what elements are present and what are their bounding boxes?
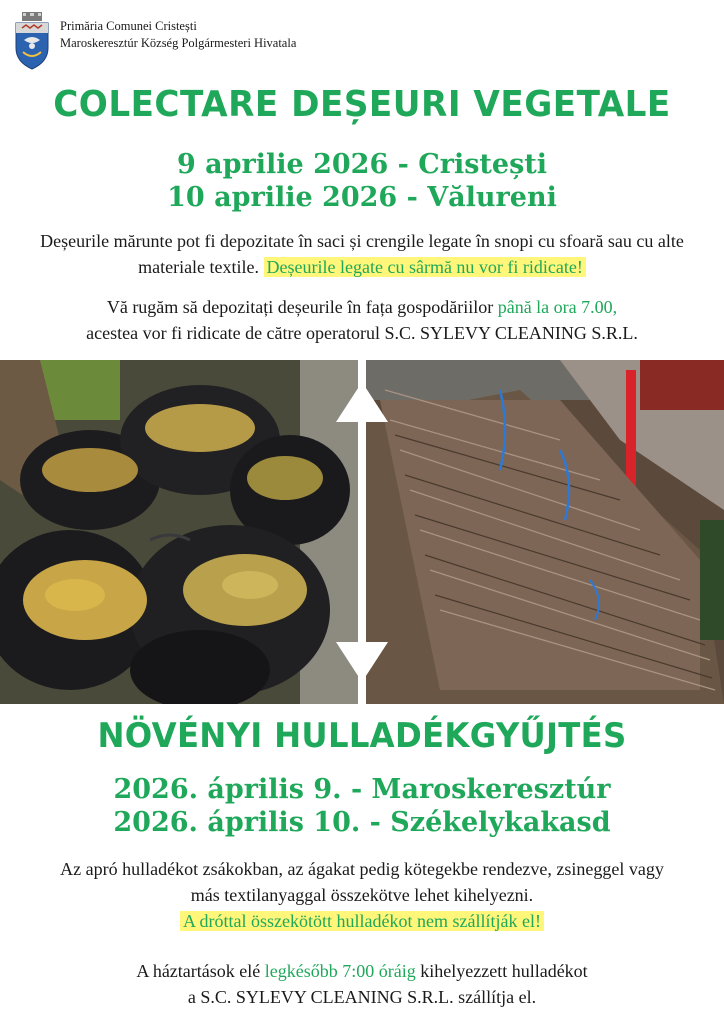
dates-hungarian: [0, 773, 724, 839]
coat-of-arms-icon: [14, 12, 50, 70]
paragraph-romanian-2-time: până la ora 7.00,: [497, 297, 618, 317]
paragraph-hungarian-2-after: kihelyezzett hulladékot: [420, 961, 588, 981]
paragraph-hungarian-2-time: legkésőbb 7:00 óráig: [264, 961, 416, 981]
date-romanian-1: 9 aprilie 2026 - Cristești: [176, 149, 548, 180]
date-romanian-2: 10 aprilie 2026 - Vălureni: [167, 182, 557, 213]
warning-hungarian-highlight: A dróttal összekötött hulladékot nem szállítják el!: [180, 911, 544, 931]
photo-collage: [0, 360, 724, 704]
paragraph-hungarian-1: [60, 856, 664, 934]
paragraph-hungarian-2-line2: a S.C. SYLEVY CLEANING S.R.L. szállítja el.: [187, 987, 537, 1007]
header-line-2: Maroskeresztúr Község Polgármesteri Hivatala: [60, 36, 297, 50]
paragraph-romanian-1-text: Deșeurile mărunte pot fi depozitate în saci și crengile legate în snopi cu sfoară sau cu alte materiale textile.: [40, 231, 684, 277]
dates-romanian: [0, 148, 724, 214]
date-hungarian-2: 2026. április 10. - Székelykakasd: [113, 807, 611, 838]
paragraph-romanian-2: [20, 294, 704, 346]
header: [14, 12, 296, 74]
branch-bundles-photo: [366, 360, 724, 704]
warning-romanian-highlight: Deșeurile legate cu sârmă nu vor fi ridicate!: [264, 257, 586, 277]
paragraph-romanian-2-after: acestea vor fi ridicate de către operatorul S.C. SYLEVY CLEANING S.R.L.: [86, 323, 638, 343]
title-romanian: COLECTARE DEȘEURI VEGETALE: [53, 84, 671, 125]
header-line-1: Primăria Comunei Cristești: [60, 19, 197, 33]
date-hungarian-1: 2026. április 9. - Maroskeresztúr: [113, 774, 611, 805]
paragraph-hungarian-1-text: Az apró hulladékot zsákokban, az ágakat pedig kötegekbe rendezve, zsineggel vagy más textilanyaggal összekötve lehet kihelyezni.: [60, 859, 664, 905]
paragraph-romanian-1: [20, 228, 704, 280]
leaf-bags-photo: [0, 360, 358, 704]
title-hungarian: NÖVÉNYI HULLADÉKGYŰJTÉS: [97, 716, 627, 756]
paragraph-romanian-2-before: Vă rugăm să depozitați deșeurile în fața gospodăriilor: [106, 297, 494, 317]
paragraph-hungarian-2-before: A háztartások elé: [136, 961, 261, 981]
paragraph-hungarian-2: [20, 958, 704, 1010]
